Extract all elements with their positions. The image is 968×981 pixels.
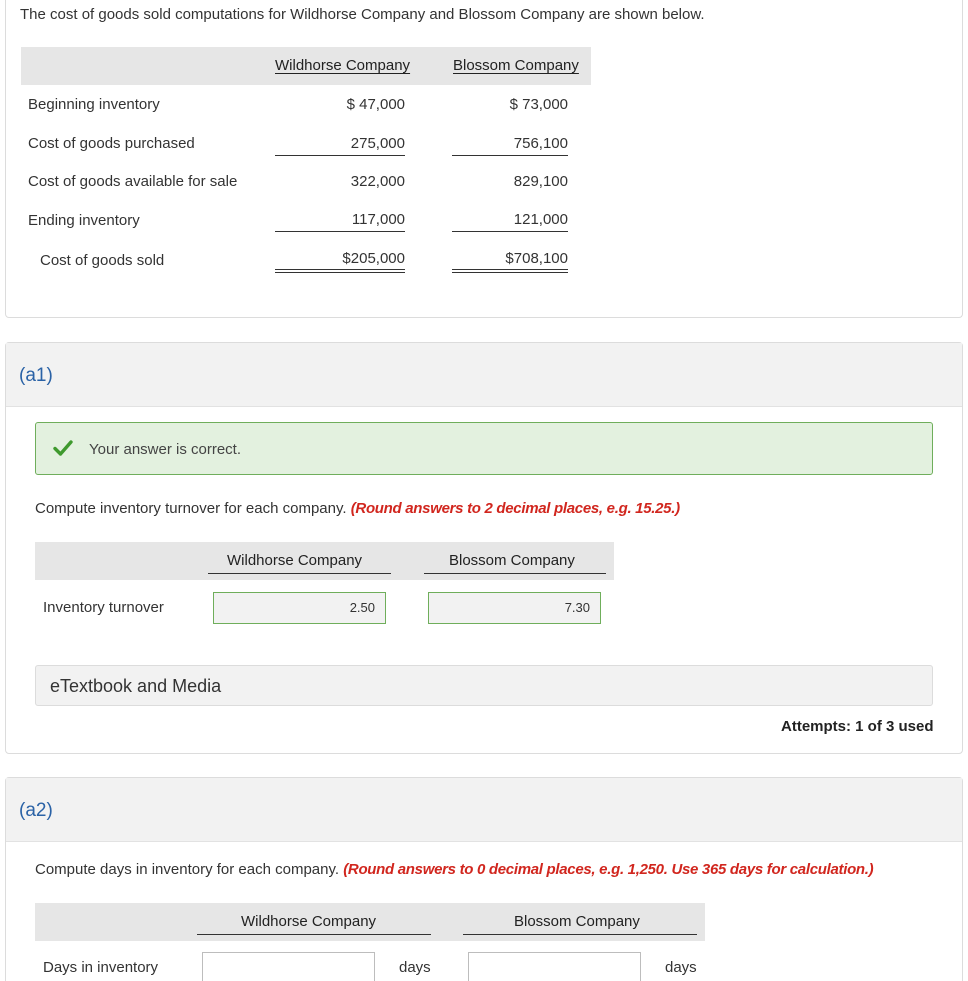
- intro-text: The cost of goods sold computations for Wildhorse Company and Blossom Company are shown below.: [20, 6, 705, 23]
- underline: [275, 155, 405, 156]
- a1-row-label: Inventory turnover: [43, 599, 164, 616]
- a1-rounding-note: (Round answers to 2 decimal places, e.g. 15.25.): [350, 500, 680, 517]
- a1-col-header-wildhorse: Wildhorse Company: [227, 552, 363, 569]
- a2-col-header-blossom: Blossom Company: [514, 913, 640, 930]
- a2-row-label: Days in inventory: [43, 959, 159, 976]
- wildhorse-ending-inventory: 117,000: [351, 211, 405, 228]
- double-underline: [275, 272, 405, 273]
- underline: [197, 934, 431, 935]
- section-a1-label: (a1): [19, 365, 53, 386]
- blossom-ending-inventory: 121,000: [513, 211, 568, 228]
- underline: [463, 934, 697, 935]
- section-a2: [5, 777, 963, 981]
- underline: [275, 231, 405, 232]
- blossom-goods-available: 829,100: [513, 173, 568, 190]
- etextbook-media-button[interactable]: [35, 665, 933, 706]
- col-header-wildhorse: Wildhorse Company: [275, 57, 411, 74]
- correct-feedback: [35, 422, 933, 475]
- a1-instruction-text: Compute inventory turnover for each company.: [35, 500, 347, 517]
- section-a1-header: [6, 343, 962, 407]
- col-header-blossom: Blossom Company: [453, 57, 579, 74]
- underline: [208, 573, 391, 574]
- a2-instruction-text: Compute days in inventory for each company.: [35, 861, 340, 878]
- underline: [424, 573, 606, 574]
- blossom-days-unit: days: [665, 959, 697, 976]
- underline: [452, 155, 568, 156]
- a2-instruction: [35, 861, 873, 878]
- wildhorse-beginning-inventory: $ 47,000: [346, 96, 405, 113]
- row-label-cost-of-goods-purchased: Cost of goods purchased: [28, 135, 195, 152]
- a1-instruction: [35, 500, 680, 517]
- blossom-cost-of-goods-sold: $708,100: [505, 250, 568, 267]
- blossom-cost-of-goods-purchased: 756,100: [513, 135, 568, 152]
- blossom-beginning-inventory: $ 73,000: [509, 96, 568, 113]
- wildhorse-days-input[interactable]: [202, 952, 375, 981]
- blossom-days-input[interactable]: [468, 952, 641, 981]
- checkmark-icon: [52, 437, 74, 459]
- double-underline: [452, 272, 568, 273]
- section-a2-header: [6, 778, 962, 842]
- double-underline: [275, 269, 405, 270]
- etextbook-label: eTextbook and Media: [50, 676, 222, 696]
- feedback-text: Your answer is correct.: [89, 441, 242, 458]
- wildhorse-turnover-input[interactable]: 2.50: [213, 592, 386, 624]
- row-label-beginning-inventory: Beginning inventory: [28, 96, 160, 113]
- row-label-ending-inventory: Ending inventory: [28, 212, 140, 229]
- underline: [452, 231, 568, 232]
- attempts-counter: Attempts: 1 of 3 used: [781, 718, 934, 735]
- a2-col-header-wildhorse: Wildhorse Company: [241, 913, 377, 930]
- double-underline: [452, 269, 568, 270]
- a2-rounding-note: (Round answers to 0 decimal places, e.g. 1,250. Use 365 days for calculation.): [343, 861, 874, 878]
- wildhorse-cost-of-goods-sold: $205,000: [342, 250, 405, 267]
- wildhorse-goods-available: 322,000: [350, 173, 405, 190]
- wildhorse-cost-of-goods-purchased: 275,000: [350, 135, 405, 152]
- row-label-cost-of-goods-sold: Cost of goods sold: [40, 252, 165, 269]
- row-label-goods-available: Cost of goods available for sale: [28, 173, 238, 190]
- section-a2-label: (a2): [19, 800, 53, 821]
- wildhorse-days-unit: days: [399, 959, 431, 976]
- blossom-turnover-input[interactable]: 7.30: [428, 592, 601, 624]
- a1-col-header-blossom: Blossom Company: [449, 552, 575, 569]
